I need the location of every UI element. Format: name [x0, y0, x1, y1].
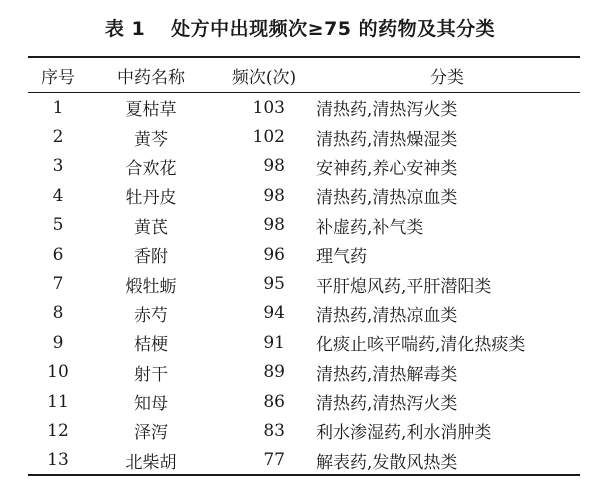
- cell-category: 平肝熄风药,平肝潜阳类: [316, 276, 492, 297]
- cell-name: 香附: [134, 247, 168, 268]
- cell-seq: [28, 211, 88, 240]
- cell-seq-value: 10: [47, 362, 69, 383]
- cell-seq-value: 12: [47, 420, 69, 441]
- cell-name: 夏枯草: [125, 100, 177, 121]
- cell-seq-value: 9: [52, 332, 64, 353]
- cell-freq-value: 102: [252, 127, 285, 148]
- cell-freq-value: 94: [263, 303, 285, 324]
- cell-seq-value: 3: [52, 156, 64, 177]
- cell-category: 清热药,清热凉血类: [316, 188, 458, 209]
- cell-seq: [28, 416, 88, 445]
- table-row: [28, 92, 580, 122]
- table-title: 处方中出现频次≥75 的药物及其分类: [171, 18, 496, 40]
- herb-frequency-table: [28, 58, 580, 475]
- table-body: [28, 92, 580, 475]
- cell-freq: [214, 122, 314, 151]
- cell-seq-value: 11: [47, 391, 69, 412]
- cell-freq-value: 89: [263, 362, 285, 383]
- cell-freq-value: 86: [263, 391, 285, 412]
- cell-seq: [28, 328, 88, 357]
- cell-name: 牡丹皮: [125, 188, 177, 209]
- table-row: [28, 122, 580, 151]
- cell-freq: [214, 416, 314, 445]
- header-category: 分类: [430, 67, 464, 88]
- cell-seq: [28, 269, 88, 298]
- cell-name: 黄芪: [134, 217, 168, 238]
- cell-freq: [214, 328, 314, 357]
- cell-category: 清热药,清热解毒类: [316, 364, 458, 385]
- table-caption: [0, 14, 600, 41]
- table-number: 表 1: [104, 18, 146, 40]
- header-freq: 频次(次): [231, 67, 297, 88]
- cell-name: 北柴胡: [125, 452, 177, 473]
- cell-name: 知母: [134, 394, 168, 415]
- cell-freq: [214, 92, 314, 122]
- cell-seq-value: 7: [52, 274, 64, 295]
- cell-seq: [28, 122, 88, 151]
- cell-seq: [28, 387, 88, 416]
- table-row: [28, 358, 580, 387]
- cell-name: 赤芍: [134, 305, 168, 326]
- cell-freq-value: 96: [263, 244, 285, 265]
- cell-name: 射干: [134, 364, 168, 385]
- cell-freq-value: 91: [263, 332, 285, 353]
- cell-name: 桔梗: [134, 335, 168, 356]
- cell-category: 利水渗湿药,利水消肿类: [316, 423, 492, 444]
- cell-name: 泽泻: [134, 423, 168, 444]
- cell-category: 安神药,养心安神类: [316, 158, 458, 179]
- cell-freq-value: 95: [263, 274, 285, 295]
- cell-seq-value: 2: [52, 127, 64, 148]
- cell-freq: [214, 152, 314, 181]
- table-row: [28, 211, 580, 240]
- cell-freq: [214, 181, 314, 210]
- cell-seq: [28, 181, 88, 210]
- cell-freq: [214, 299, 314, 328]
- cell-freq: [214, 446, 314, 475]
- header-name: 中药名称: [117, 67, 185, 88]
- cell-freq-value: 77: [263, 450, 285, 471]
- cell-seq: [28, 446, 88, 475]
- table-row: [28, 240, 580, 269]
- table-row: [28, 152, 580, 181]
- cell-seq: [28, 240, 88, 269]
- cell-category: 化痰止咳平喘药,清化热痰类: [316, 335, 526, 356]
- table-header: [28, 58, 580, 92]
- cell-freq: [214, 211, 314, 240]
- table-row: [28, 181, 580, 210]
- cell-freq: [214, 387, 314, 416]
- table-row: [28, 416, 580, 445]
- cell-seq-value: 8: [52, 303, 64, 324]
- cell-seq-value: 4: [52, 185, 64, 206]
- cell-category: 清热药,清热燥湿类: [316, 129, 458, 150]
- cell-freq-value: 98: [263, 215, 285, 236]
- table-row: [28, 387, 580, 416]
- cell-freq: [214, 240, 314, 269]
- header-row: [28, 58, 580, 92]
- table-row: [28, 446, 580, 475]
- cell-freq: [214, 269, 314, 298]
- cell-name: 黄芩: [134, 129, 168, 150]
- table-row: [28, 269, 580, 298]
- cell-category: 补虚药,补气类: [316, 217, 424, 238]
- cell-category: 理气药: [316, 247, 367, 268]
- table-row: [28, 299, 580, 328]
- cell-seq: [28, 152, 88, 181]
- cell-freq-value: 83: [263, 420, 285, 441]
- cell-name: 煅牡蛎: [125, 276, 177, 297]
- cell-freq-value: 98: [263, 185, 285, 206]
- cell-category: 解表药,发散风热类: [316, 452, 458, 473]
- cell-seq: [28, 299, 88, 328]
- cell-seq-value: 6: [52, 244, 64, 265]
- cell-seq-value: 5: [52, 215, 64, 236]
- cell-seq-value: 13: [47, 450, 69, 471]
- cell-seq: [28, 92, 88, 122]
- cell-freq-value: 98: [263, 156, 285, 177]
- cell-seq-value: 1: [52, 97, 64, 118]
- cell-category: 清热药,清热泻火类: [316, 394, 458, 415]
- cell-freq-value: 103: [252, 97, 285, 118]
- cell-seq: [28, 358, 88, 387]
- cell-category: 清热药,清热凉血类: [316, 305, 458, 326]
- cell-freq: [214, 358, 314, 387]
- cell-category: 清热药,清热泻火类: [316, 100, 458, 121]
- header-seq: 序号: [41, 67, 75, 88]
- table-row: [28, 328, 580, 357]
- cell-name: 合欢花: [125, 158, 177, 179]
